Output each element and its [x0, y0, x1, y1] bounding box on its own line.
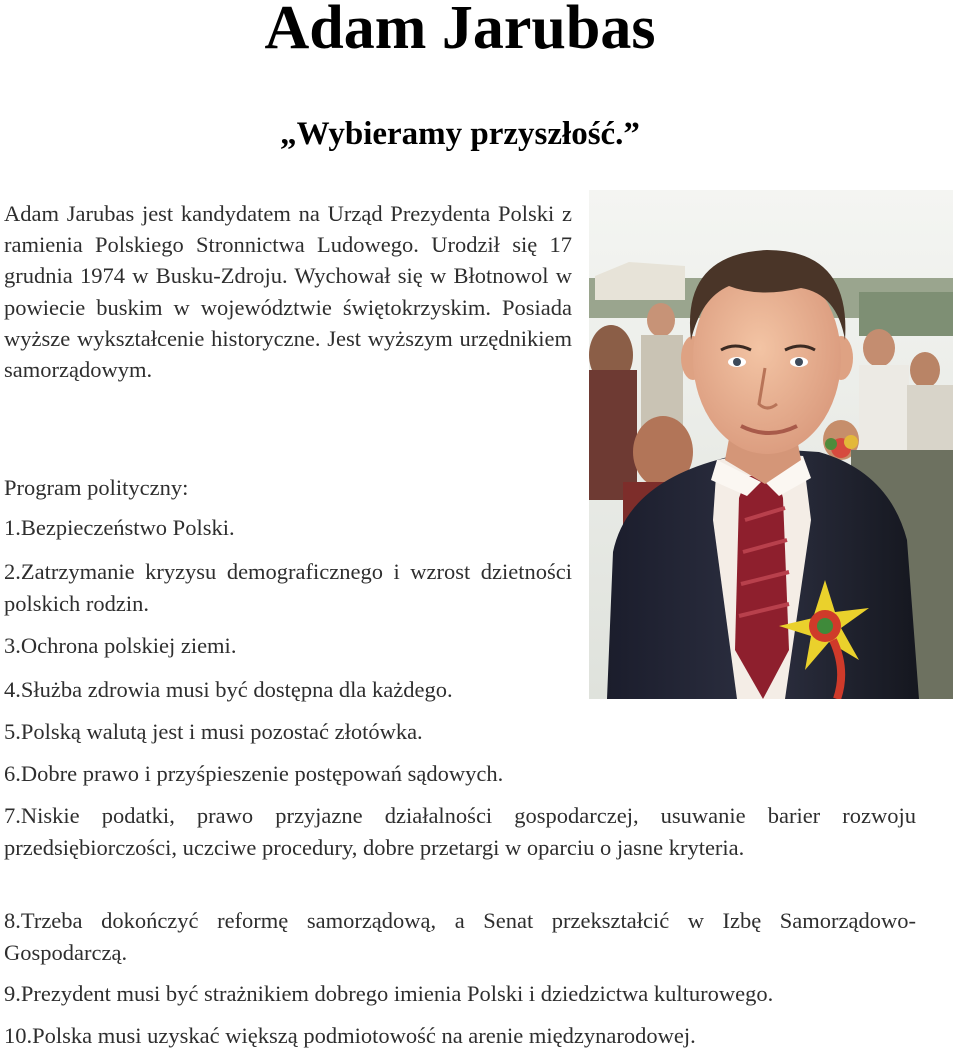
candidate-photo	[589, 190, 953, 699]
program-item: 3.Ochrona polskiej ziemi.	[4, 633, 237, 658]
slogan: „Wybieramy przyszłość.”	[280, 116, 640, 152]
program-item: 4.Służba zdrowia musi być dostępna dla każdego.	[4, 677, 453, 702]
program-item: 1.Bezpieczeństwo Polski.	[4, 515, 235, 540]
biography-paragraph: Adam Jarubas jest kandydatem na Urząd Prezydenta Polski z ramienia Polskiego Stronnictwa Ludowego. Urodził się 17 grudnia 1974 w Busku-Zdroju. Wychował się w Błotnowol w powiecie buskim w województwie świętokrzyskim. Posiada wyższe wykształcenie historyczne. Jest wyższym urzędnikiem samorządowym.	[4, 201, 572, 383]
program-item: 2.Zatrzymanie kryzysu demograficznego i wzrost dzietności polskich rodzin.	[4, 559, 572, 616]
program-item: 7.Niskie podatki, prawo przyjazne działalności gospodarczej, usuwanie barier rozwoju przedsiębiorczości, uczciwe procedury, dobre przetargi w oparciu o jasne kryteria.	[4, 803, 916, 860]
program-item: 5.Polską walutą jest i musi pozostać złotówka.	[4, 719, 423, 744]
program-item: 9.Prezydent musi być strażnikiem dobrego imienia Polski i dziedzictwa kulturowego.	[4, 981, 774, 1006]
program-heading: Program polityczny:	[4, 475, 189, 500]
program-item: 6.Dobre prawo i przyśpieszenie postępowań sądowych.	[4, 761, 504, 786]
page-title: Adam Jarubas	[264, 0, 656, 62]
program-item: 10.Polska musi uzyskać większą podmiotowość na arenie międzynarodowej.	[4, 1023, 696, 1048]
program-item: 8.Trzeba dokończyć reformę samorządową, a Senat przekształcić w Izbę Samorządowo-Gospodarczą.	[4, 908, 916, 965]
